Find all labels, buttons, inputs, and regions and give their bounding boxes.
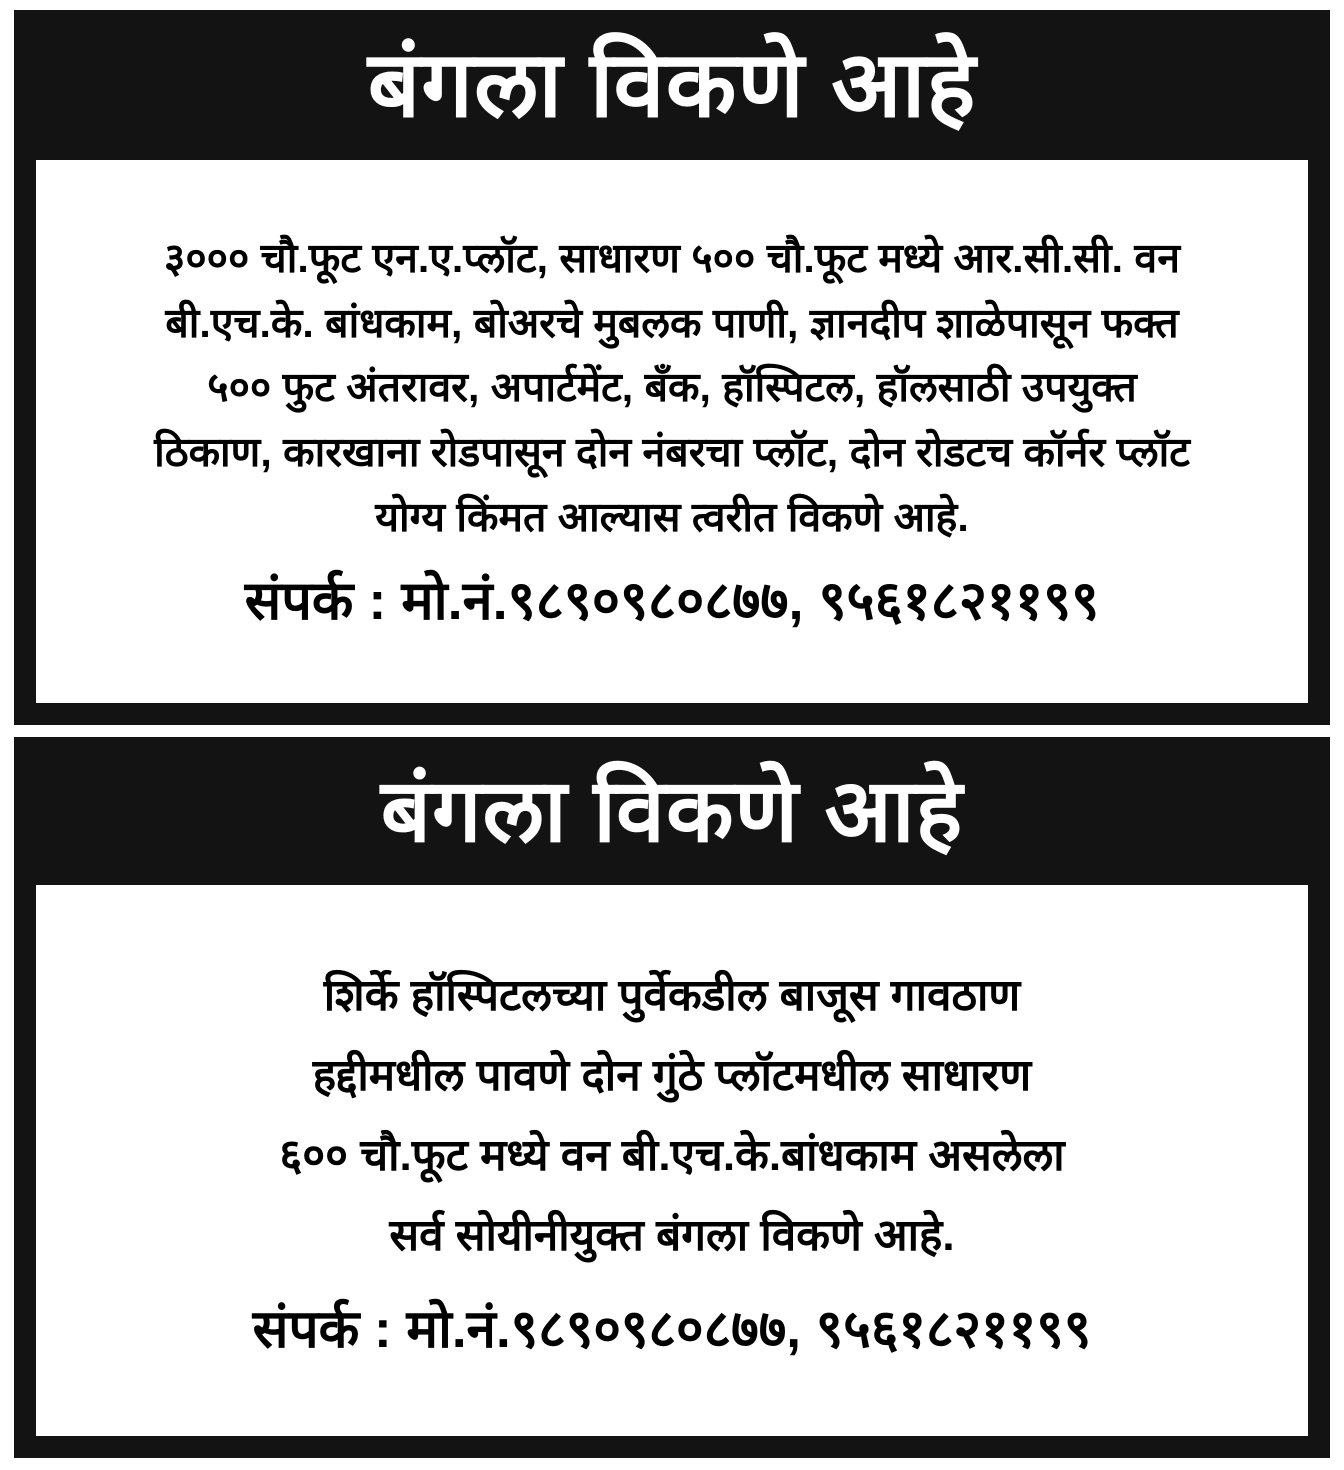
ad-2-description-line-1: शिर्के हॉस्पिटलच्या पुर्वेकडील बाजूस गावठाण [323,971,1021,1021]
ad-1-body-panel [36,160,1308,703]
ad-1-heading: बंगला विकणे आहे [367,34,977,136]
ad-1-description-line-4: ठिकाण, कारखाना रोडपासून दोन नंबरचा प्लॉट, दोन रोडटच कॉर्नर प्लॉट [154,429,1190,476]
ad-1-contact-line: संपर्क : मो.नं.९८९०९८०८७७, ९५६१८२११९९ [244,570,1100,631]
ad-2-description-line-4: सर्व सोयीनीयुक्त बंगला विकणे आहे. [389,1211,955,1261]
ad-2-contact-line: संपर्क : मो.नं.९८९०९८०८७७, ९५६१८२११९९ [252,1299,1092,1359]
ad-2-heading: बंगला विकणे आहे [380,761,964,861]
ad-2-description-line-3: ६०० चौ.फूट मध्ये वन बी.एच.के.बांधकाम असलेला [279,1131,1065,1181]
ad-1-description-line-3: ५०० फुट अंतरावर, अपार्टमेंट, बँक, हॉस्पिटल, हॉलसाठी उपयुक्त [207,364,1137,411]
ad-2-description [62,956,1282,1276]
ad-1-description-line-2: बी.एच.के. बांधकाम, बोअरचे मुबलक पाणी, ज्ञानदीप शाळेपासून फक्त [165,299,1179,346]
ad-2-body-panel [36,885,1308,1436]
ad-1-description [62,226,1282,550]
advertisement-block-1 [14,10,1330,725]
ad-1-description-line-5: योग्य किंमत आल्यास त्वरीत विकणे आहे. [375,493,969,540]
ad-1-description-line-1: ३००० चौ.फूट एन.ए.प्लॉट, साधारण ५०० चौ.फूट मध्ये आर.सी.सी. वन [164,234,1180,281]
advertisement-block-2 [14,737,1330,1458]
ad-2-description-line-2: हद्दीमधील पावणे दोन गुंठे प्लॉटमधील साधारण [312,1051,1032,1101]
